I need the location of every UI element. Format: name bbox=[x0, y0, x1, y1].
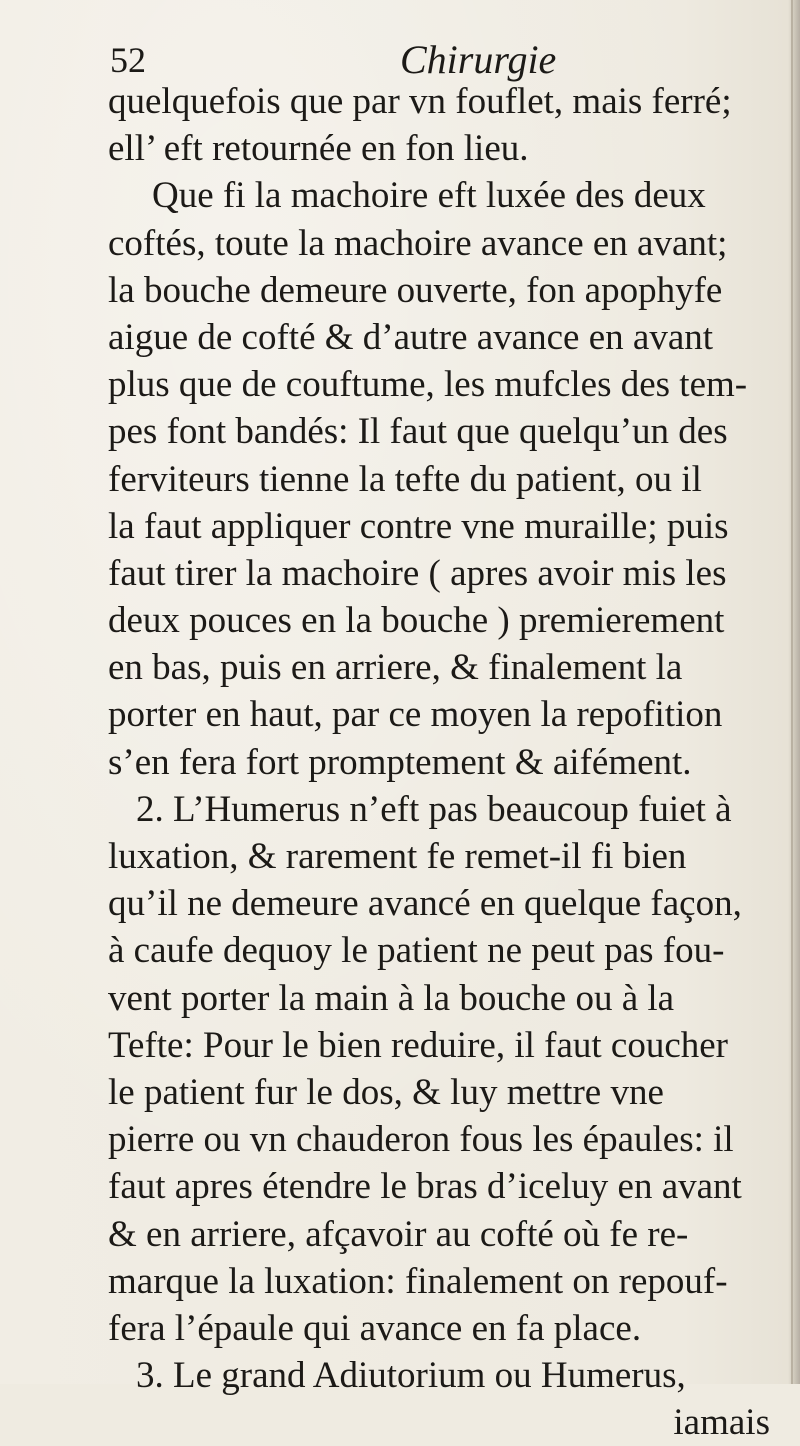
text-line: la faut appliquer contre vne muraille; puis bbox=[108, 505, 729, 547]
text-line: & en arriere, afçavoir au cofté où fe re- bbox=[108, 1213, 689, 1255]
text-line: s’en fera fort promptement & aifément. bbox=[108, 741, 692, 783]
text-line: quelquefois que par vn fouflet, mais ferré; bbox=[108, 81, 732, 122]
text-line: porter en haut, par ce moyen la repofition bbox=[108, 694, 723, 736]
text-line: pes font bandés: Il faut que quelqu’un des bbox=[108, 411, 728, 453]
text-line: fera l’épaule qui avance en fa place. bbox=[108, 1307, 642, 1349]
page-number: 52 bbox=[110, 40, 146, 80]
page-edge-shadow bbox=[788, 0, 800, 1384]
body-text bbox=[108, 78, 788, 1446]
text-line: deux pouces en la bouche ) premierement bbox=[108, 600, 725, 642]
paragraph-start-line: 3. Le grand Adiutorium ou Humerus, bbox=[136, 1355, 686, 1397]
text-line: vent porter la main à la bouche ou à la bbox=[108, 977, 675, 1019]
paragraph-start-line: Que fi la machoire eft luxée des deux bbox=[152, 175, 706, 217]
text-line: plus que de couftume, les mufcles des tem- bbox=[108, 364, 748, 406]
text-line: aigue de cofté & d’autre avance en avant bbox=[108, 316, 714, 358]
text-line: faut apres étendre le bras d’iceluy en avant bbox=[108, 1166, 742, 1208]
text-line: coftés, toute la machoire avance en avant; bbox=[108, 222, 728, 264]
catchword: iamais bbox=[673, 1402, 770, 1444]
text-line: faut tirer la machoire ( apres avoir mis les bbox=[108, 552, 727, 594]
text-line: en bas, puis en arriere, & finalement la bbox=[108, 647, 683, 689]
text-line: luxation, & rarement fe remet-il fi bien bbox=[108, 836, 687, 877]
paragraph-start-line: 2. L’Humerus n’eft pas beaucoup fuiet à bbox=[136, 788, 732, 830]
text-line: qu’il ne demeure avancé en quelque façon, bbox=[108, 883, 742, 925]
page-edge-line bbox=[791, 0, 793, 1384]
text-line: le patient fur le dos, & luy mettre vne bbox=[108, 1071, 664, 1113]
text-line: à caufe dequoy le patient ne peut pas fou- bbox=[108, 930, 725, 972]
text-line: Tefte: Pour le bien reduire, il faut coucher bbox=[108, 1024, 728, 1066]
text-line: ferviteurs tienne la tefte du patient, ou il bbox=[108, 458, 702, 500]
text-line: pierre ou vn chauderon fous les épaules: il bbox=[108, 1119, 734, 1161]
running-head: Chirurgie bbox=[400, 37, 557, 82]
text-line: marque la luxation: finalement on repouf- bbox=[108, 1260, 728, 1302]
text-line: la bouche demeure ouverte, fon apophyfe bbox=[108, 269, 723, 311]
text-line: ell’ eft retournée en fon lieu. bbox=[108, 128, 529, 170]
